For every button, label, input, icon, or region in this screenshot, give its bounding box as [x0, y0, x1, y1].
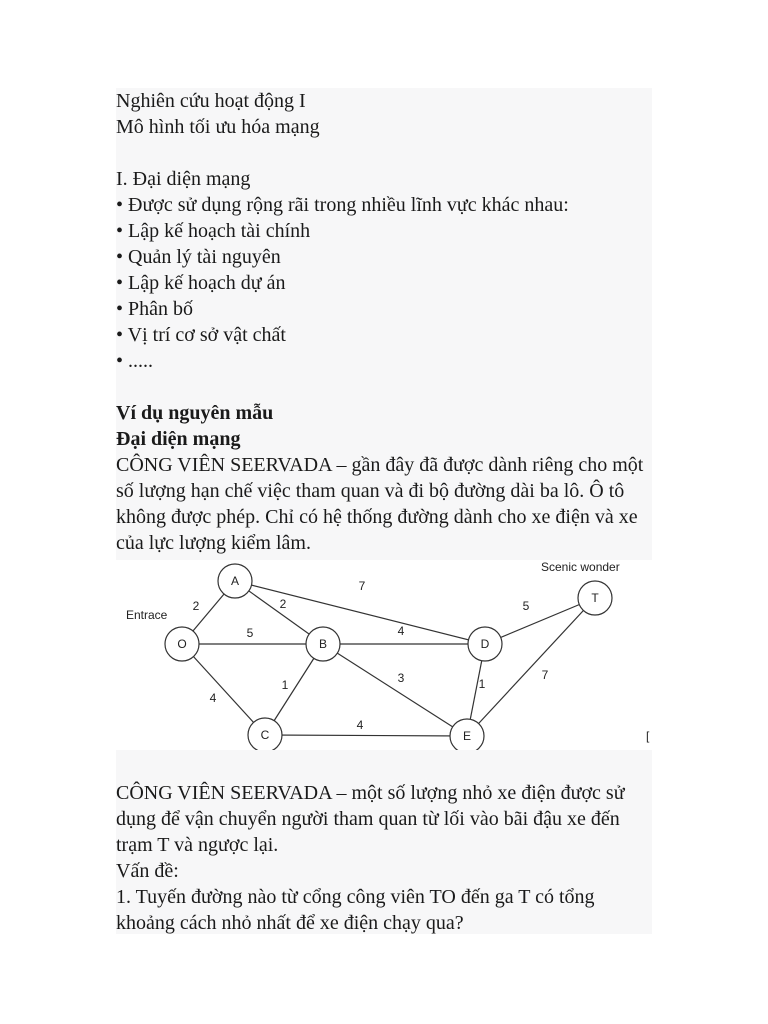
bullet-item: • Lập kế hoạch tài chính [116, 220, 311, 242]
bullet-item: • ..... [116, 350, 154, 372]
after-block [116, 780, 652, 936]
intro-block [116, 88, 652, 556]
edge-d-t [485, 598, 595, 644]
node-o [165, 627, 199, 661]
node-d [468, 627, 502, 661]
edge-weight-label: 4 [209, 691, 217, 705]
doc-title: Nghiên cứu hoạt động I [116, 90, 306, 112]
section-heading: I. Đại diện mạng [116, 168, 251, 190]
network-graph [116, 560, 652, 750]
edge-weight-label: 4 [397, 624, 405, 638]
edge-weight-label: 4 [356, 718, 364, 732]
edge-weight-label: 2 [192, 599, 200, 613]
destination-label: Scenic wonder [541, 560, 620, 574]
bullet-item: • Phân bố [116, 298, 194, 320]
example-heading: Ví dụ nguyên mẫu [116, 402, 274, 424]
after-paragraph: CÔNG VIÊN SEERVADA – một số lượng nhỏ xe điện được sử dụng để vận chuyển người tham quan từ lối vào bãi đậu xe đến trạm T và ngược lại. [116, 782, 625, 856]
node-label: D [480, 637, 490, 651]
question-1: 1. Tuyến đường nào từ cổng công viên TO đến ga T có tổng khoảng cách nhỏ nhất để xe điện chạy qua? [116, 886, 595, 934]
edge-e-t [467, 598, 595, 736]
network-diagram [116, 560, 652, 750]
edge-weight-label: 5 [246, 626, 254, 640]
spacer [116, 374, 652, 400]
node-e [450, 719, 484, 750]
node-label: B [318, 637, 328, 651]
edge-o-c [182, 644, 265, 735]
edge-weight-label: 7 [358, 579, 366, 593]
bullet-item: • Lập kế hoạch dự án [116, 272, 286, 294]
edge-marker: [ [646, 729, 650, 743]
edge-weight-label: 7 [541, 668, 549, 682]
node-label: E [462, 729, 472, 743]
edge-weight-label: 2 [279, 597, 287, 611]
bullet-item: • Được sử dụng rộng rãi trong nhiều lĩnh vực khác nhau: [116, 194, 569, 216]
edge-weight-label: 3 [397, 671, 405, 685]
node-a [218, 564, 252, 598]
example-paragraph: CÔNG VIÊN SEERVADA – gần đây đã được dành riêng cho một số lượng hạn chế việc tham quan và đi bộ đường dài ba lô. Ô tô không được phép. Chỉ có hệ thống đường dành cho xe điện và xe của lực lượng kiểm lâm. [116, 454, 644, 554]
spacer [116, 140, 652, 166]
edge-weight-label: 5 [522, 599, 530, 613]
edge-b-e [323, 644, 467, 736]
edge-weight-label: 1 [478, 677, 486, 691]
edge-weight-label: 1 [281, 678, 289, 692]
node-c [248, 718, 282, 750]
node-label: C [260, 728, 270, 742]
node-t [578, 581, 612, 615]
node-b [306, 627, 340, 661]
document-page [116, 88, 652, 934]
node-label: A [230, 574, 240, 588]
node-label: O [177, 637, 187, 651]
edge-c-e [265, 735, 467, 736]
problem-label: Vấn đề: [116, 860, 179, 882]
doc-subtitle: Mô hình tối ưu hóa mạng [116, 116, 320, 138]
entrance-label: Entrace [126, 608, 168, 622]
example-subheading: Đại diện mạng [116, 428, 241, 450]
bullet-item: • Quản lý tài nguyên [116, 246, 281, 268]
bullet-item: • Vị trí cơ sở vật chất [116, 324, 286, 346]
node-label: T [591, 591, 599, 605]
